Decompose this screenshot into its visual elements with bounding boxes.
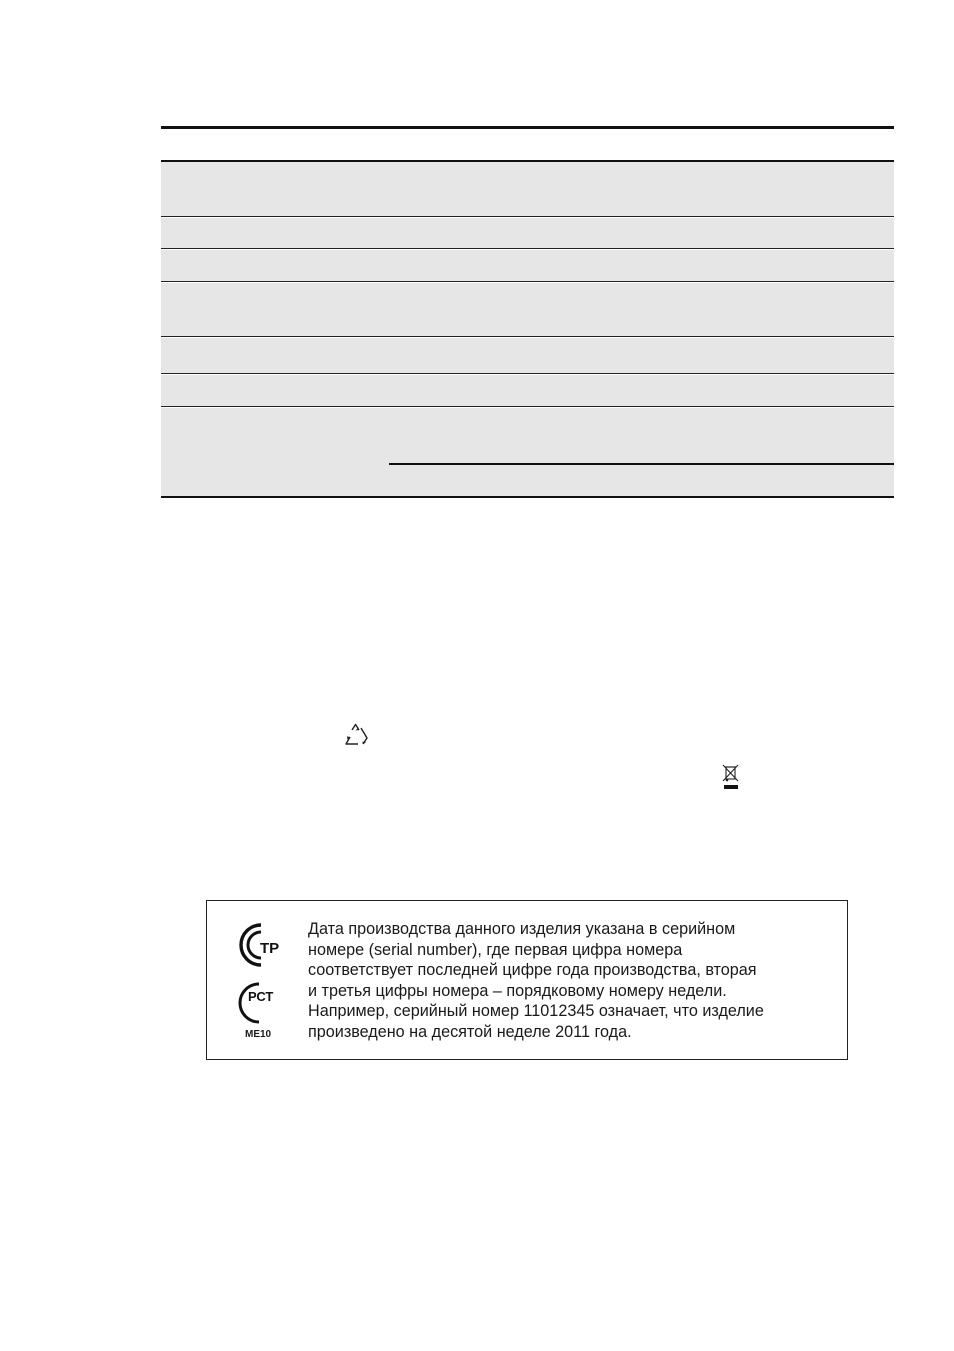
- notice-line: номере (serial number), где первая цифра номера: [308, 940, 683, 959]
- ctp-mark-letters: ТР: [260, 940, 280, 957]
- row-divider: [161, 373, 894, 374]
- table-row: [161, 375, 894, 406]
- row-divider: [161, 248, 894, 249]
- table-row: [161, 283, 894, 336]
- notice-line: Дата производства данного изделия указана в серийном: [308, 920, 736, 938]
- row-divider: [161, 216, 894, 217]
- table-row: [161, 218, 894, 248]
- sub-row-divider: [389, 463, 894, 465]
- table-row: [161, 250, 894, 281]
- crossed-out-wheelie-bin-icon: [721, 763, 741, 791]
- ctp-conformity-mark-icon: [231, 919, 293, 973]
- row-divider: [161, 406, 894, 407]
- notice-line: произведено на десятой неделе 2011 года.: [308, 1022, 632, 1041]
- table-row: [161, 408, 894, 496]
- recycle-icon: [342, 722, 370, 748]
- notice-line: соответствует последней цифре года производства, вторая: [308, 961, 757, 980]
- rst-certification-mark-icon: [231, 979, 293, 1027]
- row-divider: [161, 281, 894, 282]
- production-date-notice: [308, 919, 843, 1043]
- table-bottom-rule: [161, 496, 894, 498]
- certificate-notice-box: [206, 900, 848, 1060]
- table-row: [161, 338, 894, 373]
- certification-mark-code: ME10: [245, 1029, 272, 1040]
- table-header-rule: [161, 160, 894, 162]
- table-row: [161, 162, 894, 216]
- notice-line: и третья цифры номера – порядковому номеру недели.: [308, 981, 727, 1000]
- notice-line: Например, серийный номер 11012345 означает, что изделие: [308, 1002, 764, 1021]
- row-divider: [161, 336, 894, 337]
- rst-mark-letters: РСТ: [248, 989, 274, 1004]
- table-top-rule: [161, 126, 894, 129]
